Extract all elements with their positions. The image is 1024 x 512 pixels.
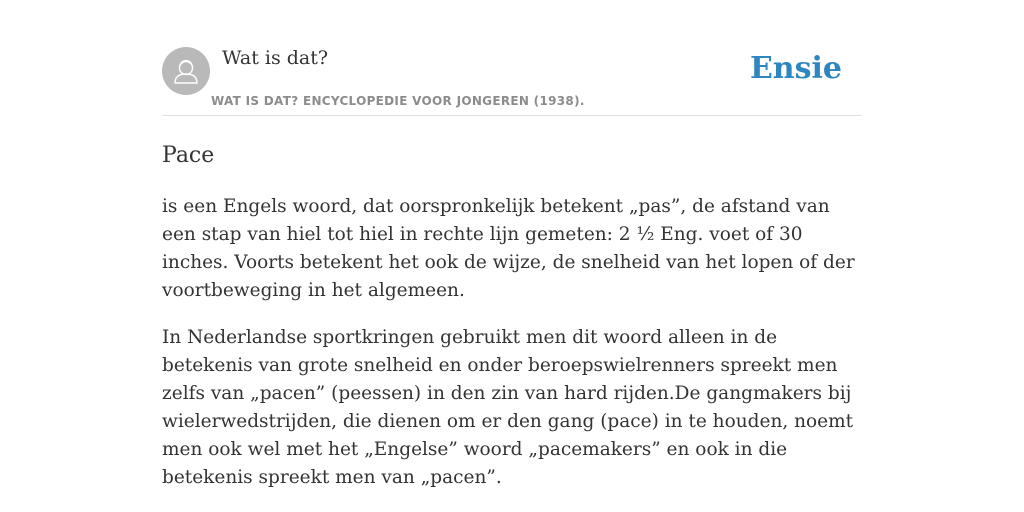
ensie-logo[interactable]: Ensie (749, 51, 842, 86)
entry-page (162, 0, 862, 492)
user-icon (162, 47, 210, 95)
avatar[interactable] (162, 47, 210, 95)
entry-paragraph: In Nederlandse sportkringen gebruikt men dit woord alleen in de betekenis van grote snelheid en onder beroepswielrenners spreekt men zelfs van „pacen” (peessen) in den zin van hard rijden.De gangmakers bij wielerwedstrijden, die dienen om er den gang (pace) in te houden, noemt men ook wel met het „Engelse” woord „pacemakers” en ook in die betekenis spreekt men van „pacen”. (162, 327, 854, 488)
entry-paragraph: is een Engels woord, dat oorspronkelijk betekent „pas”, de afstand van een stap van hiel tot hiel in rechte lijn gemeten: 2 ½ Eng. voet of 30 inches. Voorts betekent het ook de wijze, de snelheid van het lopen of der voortbeweging in het algemeen. (162, 196, 855, 301)
source-subtitle[interactable]: WAT IS DAT? ENCYCLOPEDIE VOOR JONGEREN (1938). (211, 94, 585, 108)
entry-title: Pace (162, 143, 215, 168)
source-title[interactable]: Wat is dat? (222, 47, 329, 69)
source-header (162, 0, 862, 116)
